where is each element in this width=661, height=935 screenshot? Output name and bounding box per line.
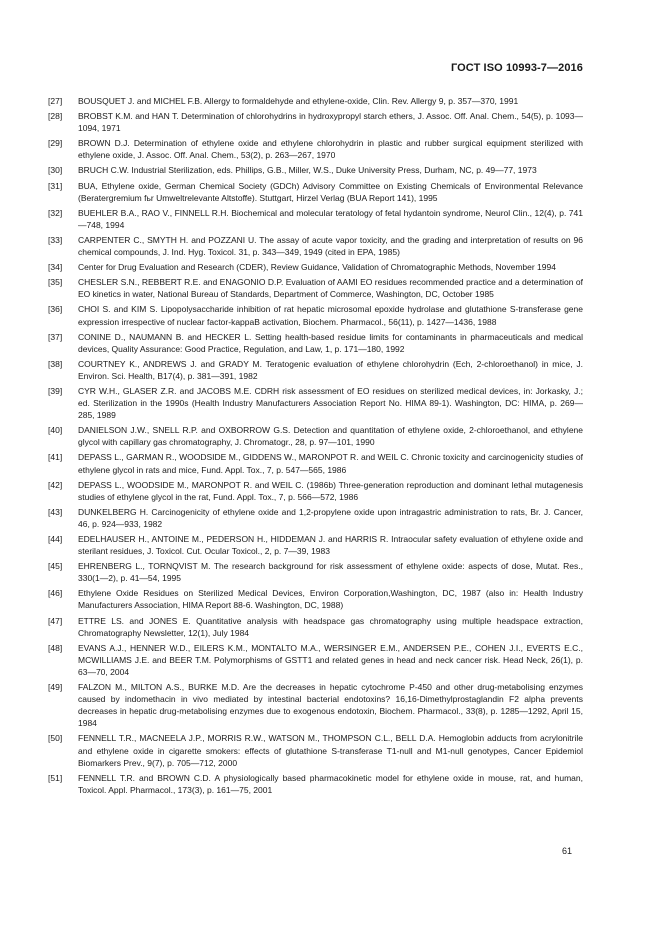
reference-number: [35]: [48, 277, 63, 288]
reference-text: Center for Drug Evaluation and Research (CDER), Review Guidance, Validation of Chromatographic Methods, November 1994: [78, 262, 556, 273]
reference-text: FALZON M., MILTON A.S., BURKE M.D. Are the decreases in hepatic cytochrome P-450 and other drug-metabolising enzymes caused by indomethacin in vivo mediated by intestinal bacterial endotoxins? 16,16-Dimethylprostaglandin F2 alpha prevents decreases in hepatic drug-metabolising enzymes due to exogenous endotoxin, Biochem. Pharmacol., 33(8), p. 1285—1292, April 15, 1984: [78, 682, 583, 729]
reference-item: [48, 95, 583, 107]
reference-item: [48, 358, 583, 382]
reference-number: [49]: [48, 682, 63, 693]
reference-text: BUEHLER B.A., RAO V., FINNELL R.H. Biochemical and molecular teratology of fetal hydantoin syndrome, Neurol Clin., 12(4), p. 741—748, 1994: [78, 207, 583, 230]
reference-number: [50]: [48, 733, 63, 744]
reference-number: [31]: [48, 180, 63, 191]
reference-item: [48, 587, 583, 611]
reference-item: [48, 732, 583, 768]
reference-text: EHRENBERG L., TORNQVIST M. The research background for risk assessment of ethylene oxide: aspects of dose, Mutat. Res., 330(1—2), p. 41—54, 1995: [78, 561, 583, 584]
reference-number: [30]: [48, 165, 63, 176]
reference-text: CHOI S. and KIM S. Lipopolysaccharide inhibition of rat hepatic microsomal epoxide hydrolase and glutathione S-transferase gene expression irrespective of nuclear factor-kappaB activation, Biochem. Pharmacol., 56(11), p. 1427—1436, 1988: [78, 304, 583, 327]
reference-text: DANIELSON J.W., SNELL R.P. and OXBORROW G.S. Detection and quantitation of ethylene oxide, 2-chloroethanol, and ethylene glycol with capillary gas chromatography, J. Chromatogr., 28, p. 97—101, 1990: [78, 425, 583, 448]
reference-item: [48, 331, 583, 355]
reference-item: [48, 479, 583, 503]
reference-text: FENNELL T.R. and BROWN C.D. A physiologically based pharmacokinetic model for ethylene oxide in mouse, rat, and human, Toxicol. Appl. Pharmacol., 173(3), p. 161—75, 2001: [78, 772, 583, 795]
reference-number: [42]: [48, 479, 63, 490]
reference-number: [45]: [48, 561, 63, 572]
reference-text: EDELHAUSER H., ANTOINE M., PEDERSON H., HIDDEMAN J. and HARRIS R. Intraocular safety evaluation of ethylene oxide and sterilant residues, J. Toxicol. Cut. Ocular Toxicol., 2, p. 7—39, 1983: [78, 534, 583, 557]
reference-item: [48, 164, 583, 176]
reference-text: DUNKELBERG H. Carcinogenicity of ethylene oxide and 1,2-propylene oxide upon intragastric administration to rats, Br. J. Cancer, 46, p. 924—933, 1982: [78, 506, 583, 529]
reference-item: [48, 506, 583, 530]
reference-number: [36]: [48, 304, 63, 315]
reference-item: [48, 276, 583, 300]
reference-item: [48, 615, 583, 639]
reference-number: [37]: [48, 331, 63, 342]
reference-item: [48, 772, 583, 796]
reference-number: [29]: [48, 138, 63, 149]
reference-number: [46]: [48, 588, 63, 599]
reference-text: DEPASS L., GARMAN R., WOODSIDE M., GIDDENS W., MARONPOT R. and WEIL C. Chronic toxicity and carcinogenicity studies of ethylene glycol in rats and mice, Fund. Appl. Tox., 7, p. 547—565, 1986: [78, 452, 583, 475]
reference-text: ETTRE LS. and JONES E. Quantitative analysis with headspace gas chromatography using multiple headspace extraction, Chromatography Newsletter, 12(1), July 1984: [78, 615, 583, 638]
reference-text: FENNELL T.R., MACNEELA J.P., MORRIS R.W., WATSON M., THOMPSON C.L., BELL D.A. Hemoglobin adducts from acrylonitrile and ethylene oxide in cigarette smokers: effects of glutathione S-transferase T1-null and M1-null genotypes, Cancer Epidemiol Biomarkers Prev., 9(7), p. 705—712, 2000: [78, 733, 583, 768]
reference-number: [33]: [48, 234, 63, 245]
reference-item: [48, 560, 583, 584]
reference-list: [48, 95, 583, 799]
reference-number: [27]: [48, 96, 63, 106]
reference-text: DEPASS L., WOODSIDE M., MARONPOT R. and WEIL C. (1986b) Three-generation reproduction and dominant lethal mutagenesis studies of ethylene glycol in the rat, Fund. Appl. Tox., 7, p. 566—572, 1986: [78, 479, 583, 502]
reference-text: EVANS A.J., HENNER W.D., EILERS K.M., MONTALTO M.A., WERSINGER E.M., ANDERSEN P.E., COHEN J.I., EVERTS E.C., MCWILLIAMS J.E. and BEER T.M. Polymorphisms of GSTT1 and related genes in head and neck cancer risk. Head Neck, 26(1), p. 63—70, 2004: [78, 642, 583, 677]
reference-text: BRUCH C.W. Industrial Sterilization, eds. Phillips, G.B., Miller, W.S., Duke University Press, Durham, NC, p. 49—77, 1973: [78, 165, 537, 176]
reference-item: [48, 533, 583, 557]
reference-number: [38]: [48, 358, 63, 369]
reference-item: [48, 207, 583, 231]
reference-number: [32]: [48, 207, 63, 218]
reference-number: [48]: [48, 642, 63, 653]
reference-number: [43]: [48, 506, 63, 517]
reference-item: [48, 681, 583, 729]
reference-text: CHESLER S.N., REBBERT R.E. and ENAGONIO D.P. Evaluation of AAMI EO residues recommended practice and a determination of EO kinetics in water, National Bureau of Standards, Department of Commerce, Washington, DC, October 1985: [78, 277, 583, 300]
reference-text: BROWN D.J. Determination of ethylene oxide and ethylene chlorohydrin in plastic and rubber surgical equipment sterilized with ethylene oxide, J. Assoc. Off. Anal. Chem., 53(2), p. 263—267, 1970: [78, 138, 583, 161]
reference-item: [48, 451, 583, 475]
reference-item: [48, 424, 583, 448]
reference-text: Ethylene Oxide Residues on Sterilized Medical Devices, Environ Corporation,Washington, DC, 1987 (also in: Health Industry Manufacturers Association, HIMA Report 88-6. Washington, DC, 1988): [78, 588, 583, 611]
reference-number: [47]: [48, 615, 63, 626]
reference-number: [40]: [48, 425, 63, 436]
reference-number: [51]: [48, 772, 63, 783]
reference-number: [44]: [48, 534, 63, 544]
reference-number: [34]: [48, 262, 63, 273]
reference-text: BROBST K.M. and HAN T. Determination of chlorohydrins in hydroxypropyl starch ethers, J. Assoc. Off. Anal. Chem., 54(5), p. 1093—1094, 1971: [78, 111, 583, 134]
reference-number: [28]: [48, 111, 63, 122]
reference-text: CARPENTER C., SMYTH H. and POZZANI U. The assay of acute vapor toxicity, and the grading and interpretation of results on 96 chemical compounds, J. Ind. Hyg. Toxicol. 31, p. 343—349, 1949 (cited in EPA, 1985): [78, 234, 583, 258]
reference-text: CYR W.H., GLASER Z.R. and JACOBS M.E. CDRH risk assessment of EO residues on sterilized medical devices, in: Jorkasky, J.; ed. Sterilization in the 1990s (Health Industry Manufacturers Association Report No. HIMA 89-1). Washington, DC: HIMA, p. 269—285, 1989: [78, 385, 583, 421]
reference-item: [48, 180, 583, 204]
reference-number: [39]: [48, 385, 63, 396]
standard-header: ГОСТ ISO 10993-7—2016: [450, 62, 583, 74]
reference-text: CONINE D., NAUMANN B. and HECKER L. Setting health-based residue limits for contaminants in pharmaceuticals and medical devices, Quality Assurance: Good Practice, Regulation, and Law, 1, p. 171—180, 1992: [78, 331, 583, 354]
reference-number: [41]: [48, 452, 63, 463]
reference-item: [48, 234, 583, 258]
reference-item: [48, 261, 583, 273]
reference-item: [48, 385, 583, 421]
page-number: 61: [561, 846, 572, 856]
reference-item: [48, 303, 583, 327]
reference-item: [48, 642, 583, 678]
reference-item: [48, 137, 583, 161]
reference-text: BUA, Ethylene oxide, German Chemical Society (GDCh) Advisory Committee on Existing Chemicals of Environmental Relevance (Beratergremium fьr Umweltrelevante Altstoffe). Stuttgart, Hirzel Verlag (BUA Report 141), 1995: [78, 180, 583, 203]
reference-text: COURTNEY K., ANDREWS J. and GRADY M. Teratogenic evaluation of ethylene chlorohydrin (Ech, 2-chloroethanol) in mice, J. Environ. Sci. Health, B17(4), p. 381—391, 1982: [78, 358, 583, 381]
reference-text: BOUSQUET J. and MICHEL F.B. Allergy to formaldehyde and ethylene-oxide, Clin. Rev. Allergy 9, p. 357—370, 1991: [78, 96, 519, 106]
reference-item: [48, 110, 583, 134]
